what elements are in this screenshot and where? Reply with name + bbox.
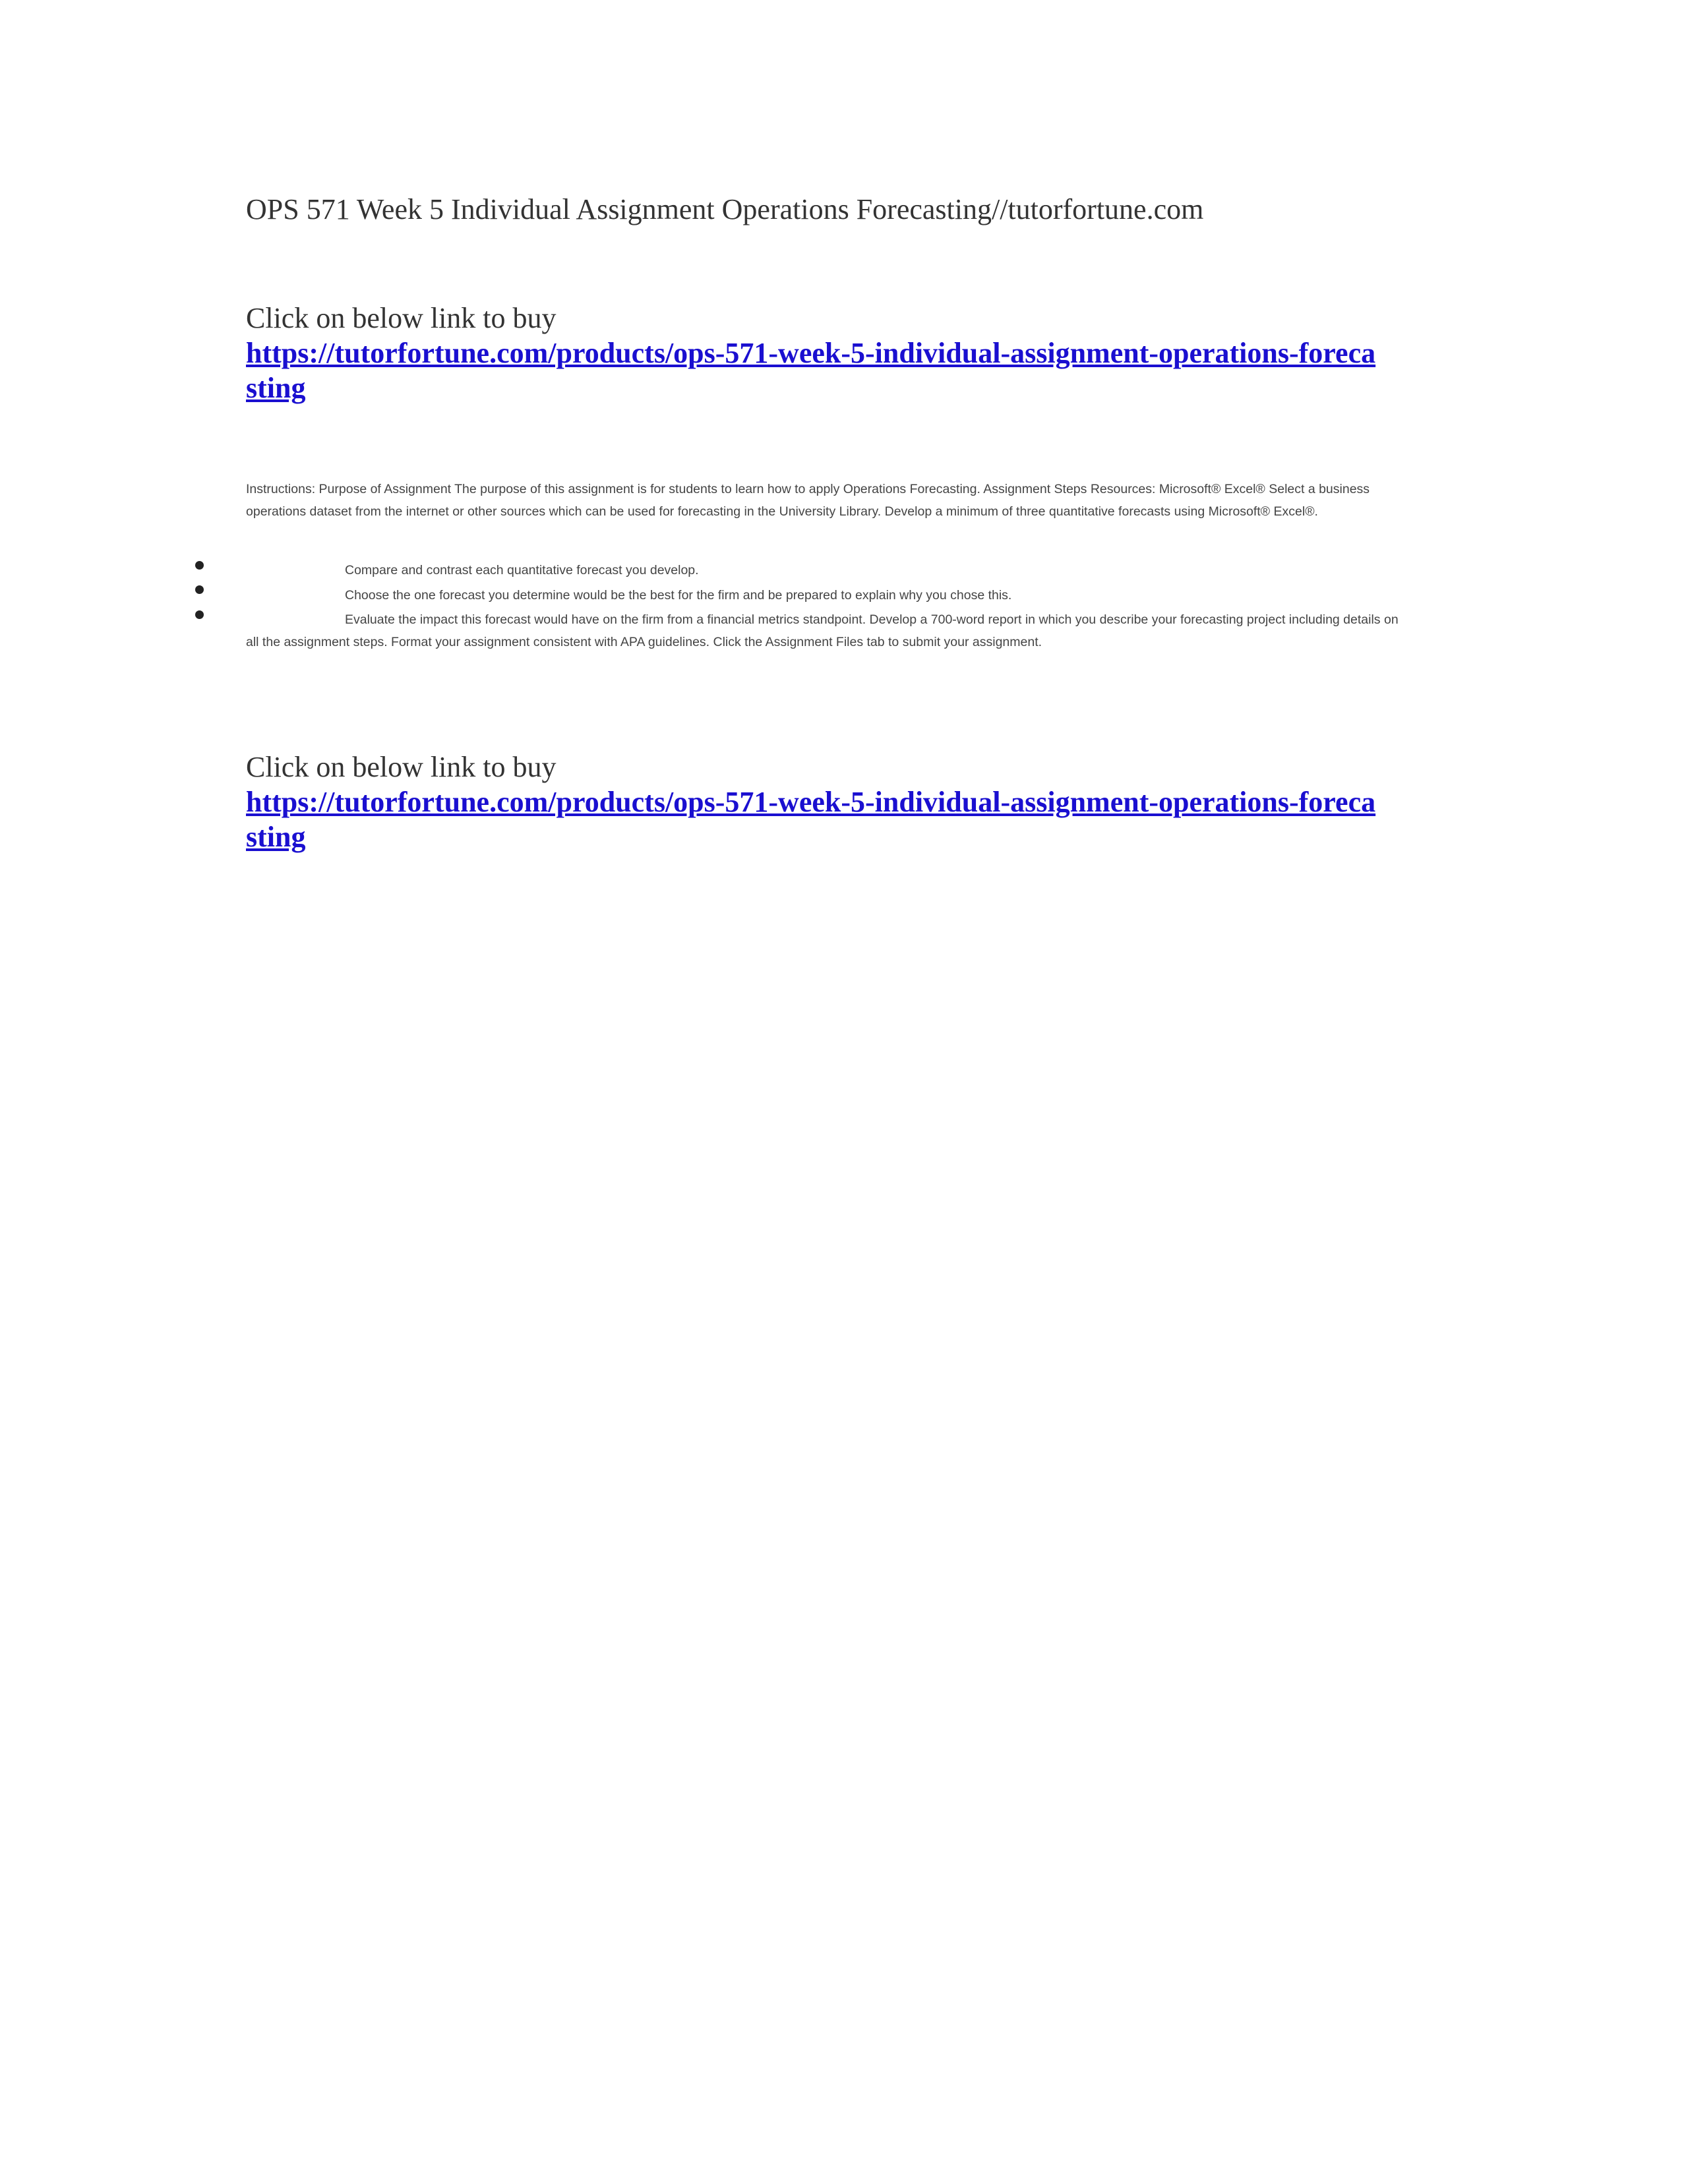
instructions-paragraph: Instructions: Purpose of Assignment The purpose of this assignment is for students to learn how to apply Operations Forecasting. Assignment Steps Resources: Microsoft® Excel® Select a business operations dataset from the internet or other sources which can be used for forecasting in the University Library. Develop a minimum of three quantitative forecasts using Microsoft® Excel®. — [246, 482, 1370, 519]
buy-intro-text: Click on below link to buy — [246, 751, 557, 783]
buy-section-top — [246, 301, 1433, 405]
product-link[interactable]: https://tutorfortune.com/products/ops-571-week-5-individual-assignment-operations-forecasting — [246, 786, 1376, 853]
list-item: Choose the one forecast you determine would be the best for the firm and be prepared to explain why you chose this. — [345, 588, 1012, 603]
list-item: Evaluate the impact this forecast would have on the firm from a financial metrics standpoint. Develop a 700-word report in which you describe your forecasting project including details on all the assignment steps. Format your assignment consistent with APA guidelines. Click the Assignment Files tab to submit your assignment. — [246, 612, 1399, 649]
buy-section-bottom — [246, 750, 1433, 854]
assignment-steps-list — [246, 558, 1406, 653]
bullet-icon — [195, 561, 204, 570]
bullet-icon — [195, 585, 204, 594]
product-link[interactable]: https://tutorfortune.com/products/ops-571-week-5-individual-assignment-operations-forecasting — [246, 337, 1376, 404]
document-title: OPS 571 Week 5 Individual Assignment Operations Forecasting//tutorfortune.com — [246, 193, 1204, 225]
bullet-icon — [195, 610, 204, 619]
buy-intro-text: Click on below link to buy — [246, 302, 557, 334]
list-item: Compare and contrast each quantitative forecast you develop. — [345, 563, 699, 577]
